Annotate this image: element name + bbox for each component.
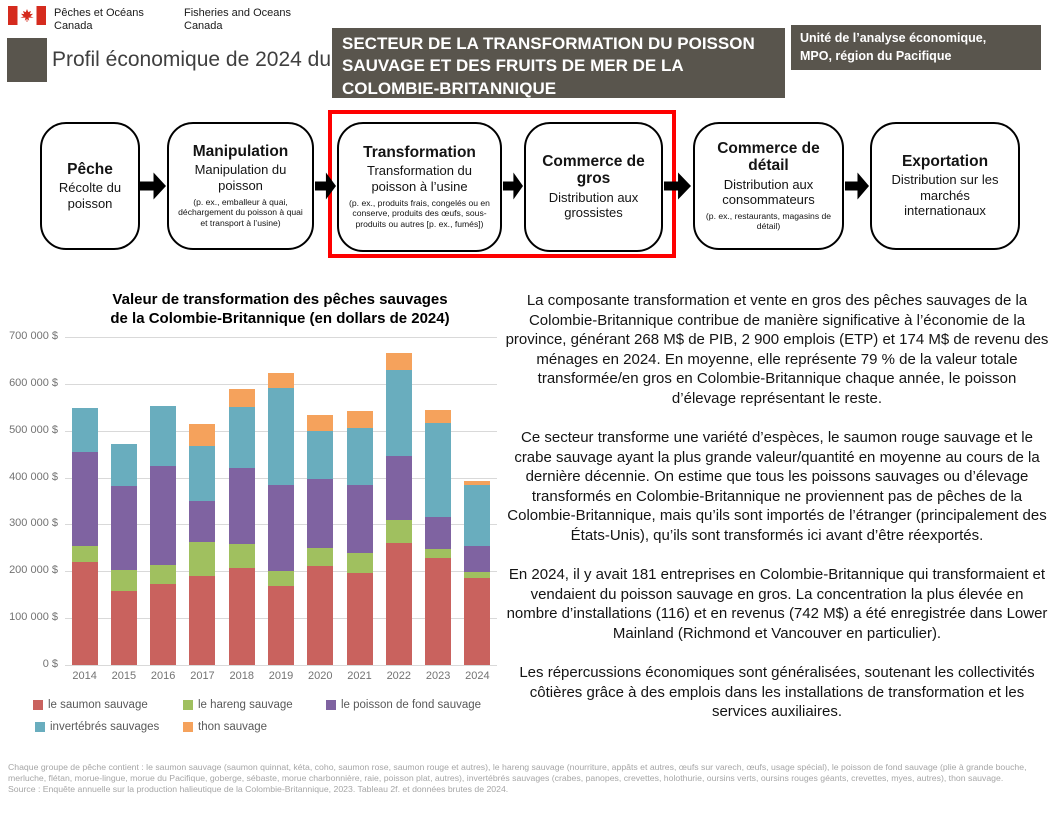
flow-step-title: Commerce de détail [717, 139, 820, 175]
bar-segment-fond-2019 [268, 485, 294, 571]
bar-segment-thon-2018 [229, 389, 255, 407]
legend-item [35, 721, 159, 733]
bar-segment-hareng-2024 [464, 572, 490, 578]
bar-segment-saumon-2016 [150, 584, 176, 665]
unit-box [791, 25, 1041, 70]
bar-segment-hareng-2018 [229, 544, 255, 568]
chart-y-axis-labels [0, 0, 58, 700]
x-tick-label: 2014 [72, 670, 97, 682]
bar-segment-thon-2022 [386, 353, 412, 370]
bar-segment-saumon-2019 [268, 586, 294, 665]
bar-segment-saumon-2015 [111, 591, 137, 665]
chart-title-line2: de la Colombie-Britannique (en dollars de 2024) [110, 310, 450, 327]
bar-segment-fond-2016 [150, 466, 176, 565]
flow-step-commerce-gros [524, 122, 663, 252]
flow-step-title: Transformation [363, 144, 476, 162]
x-tick-label: 2019 [268, 670, 294, 682]
bar-segment-hareng-2014 [72, 546, 98, 562]
bar-segment-invertebres-2023 [425, 423, 451, 517]
bar-segment-thon-2024 [464, 481, 490, 485]
footer-note: Chaque groupe de pêche contient : le saumon sauvage (saumon quinnat, kéta, coho, saumon rose, saumon rouge et autres), le hareng sauvage (nourriture, appâts et autres, œufs sur varech, œufs, usage spécial), le poisson de fond sauvage (plie à grande bouche, merluche, flétan, morue-lingue, morue du Pacifique, goberge, sébaste, morue charbonnière, raie, poisson plat, autres), invertébrés sauvages (crabes, panopes, crevettes, holothurie, oursins verts, oursins rouges géants, crevettes, myes, autres), thon sauvage. [8, 762, 1027, 783]
flow-step-desc: Transformation du poisson à l’usine [366, 163, 472, 195]
page-title: Profil économique de 2024 du [52, 48, 332, 71]
bar-segment-hareng-2015 [111, 570, 137, 591]
bar-segment-fond-2015 [111, 486, 137, 570]
bar-segment-thon-2020 [307, 415, 333, 431]
y-tick-label: 700 000 $ [9, 330, 58, 342]
bar-segment-saumon-2017 [189, 576, 215, 665]
dept-name-fr [54, 7, 144, 32]
flow-step-title: Commerce de gros [542, 153, 645, 188]
x-tick-label: 2020 [308, 670, 333, 682]
unit-box-line1: Unité de l’analyse économique, [800, 31, 987, 45]
flow-step-peche [40, 122, 140, 250]
bar-segment-saumon-2014 [72, 562, 98, 665]
bar-segment-hareng-2023 [425, 549, 451, 558]
paragraph-species: Ce secteur transforme une variété d’espèces, le saumon rouge sauvage et le crabe sauvage ayant la plus grande valeur/quantité en moyenne au cours de la dernière décennie. On estime que tous les poissons sauvages ou d’élevage transformés en Colombie-Britannique ne proviennent pas de pêches de la Colombie-Britannique, mais qu’ils sont importés de l’étranger (principalement des États-Unis), qu’ils sont transformés ici avant d’être réexportés. [507, 429, 1047, 544]
bar-segment-fond-2018 [229, 468, 255, 544]
legend-item [326, 699, 481, 711]
legend-label: le saumon sauvage [48, 699, 148, 711]
bar-segment-thon-2019 [268, 373, 294, 388]
footer [8, 762, 1050, 794]
y-tick-label: 400 000 $ [9, 470, 58, 483]
flow-step-note: (p. ex., restaurants, magasins de détail) [705, 210, 832, 232]
dept-fr-line2: Canada [54, 19, 93, 32]
bar-segment-invertebres-2019 [268, 388, 294, 485]
chart-x-axis-labels [65, 670, 497, 684]
x-tick-label: 2021 [347, 670, 372, 682]
y-tick-label: 0 $ [42, 658, 58, 670]
flow-step-title: Manipulation [192, 143, 289, 161]
legend-item [183, 699, 293, 711]
bar-segment-saumon-2018 [229, 568, 255, 665]
dept-name-en [184, 7, 291, 32]
legend-label: invertébrés sauvages [50, 721, 160, 733]
bar-segment-saumon-2022 [386, 543, 412, 665]
x-tick-label: 2023 [425, 670, 451, 682]
chart-title [60, 290, 500, 328]
bar-segment-hareng-2021 [347, 553, 373, 573]
stacked-bar-chart [65, 337, 497, 665]
x-tick-label: 2018 [229, 670, 254, 682]
legend-marker-icon [33, 700, 43, 710]
x-tick-label: 2017 [190, 670, 215, 682]
unit-box-line2: MPO, région du Pacifique [800, 49, 952, 64]
bar-segment-fond-2022 [386, 456, 412, 520]
flow-step-manipulation [167, 122, 314, 250]
x-tick-label: 2016 [150, 670, 176, 682]
flow-step-desc: Distribution sur les marchés internationaux [891, 172, 999, 219]
flow-arrow-icon [845, 170, 869, 202]
legend-item [183, 721, 267, 733]
flow-step-desc: Distribution aux consommateurs [722, 176, 815, 208]
footer-source: Source : Enquête annuelle sur la production halieutique de la Colombie-Britannique, 2023. Tableau 2f. et données brutes de 2024. [8, 783, 509, 794]
bar-segment-hareng-2019 [268, 571, 294, 586]
legend-marker-icon [183, 722, 193, 732]
bar-segment-fond-2024 [464, 546, 490, 572]
y-tick-label: 100 000 $ [9, 611, 58, 624]
bar-segment-hareng-2017 [189, 542, 215, 576]
bar-segment-invertebres-2020 [307, 431, 333, 478]
legend-label: le poisson de fond sauvage [341, 699, 482, 711]
chart-legend [33, 699, 503, 745]
bar-segment-saumon-2023 [425, 558, 451, 665]
x-tick-label: 2022 [386, 670, 412, 682]
flow-step-desc: Distribution aux grossistes [548, 189, 639, 221]
bar-segment-invertebres-2015 [111, 444, 137, 486]
bar-segment-hareng-2022 [386, 520, 412, 543]
flow-step-commerce-detail [693, 122, 844, 250]
bar-segment-saumon-2021 [347, 573, 373, 665]
legend-label: thon sauvage [198, 721, 268, 733]
dept-en-line1: Fisheries and Oceans [184, 7, 291, 19]
gridline [65, 665, 497, 666]
paragraph-economy: La composante transformation et vente en gros des pêches sauvages de la Colombie-Britannique contribue de manière significative à l’économie de la province, générant 268 M$ de PIB, 2 900 emplois (ETP) et 174 M$ de revenu des ménages en 2024. En moyenne, elle représente 79 % de la valeur totale transformée/en gros en Colombie-Britannique chaque année, le poisson d’élevage représentant le reste. [505, 292, 1049, 407]
legend-marker-icon [183, 700, 193, 710]
paragraph-impacts: Les répercussions économiques sont généralisées, soutenant les collectivités côtières grâce à des emplois dans les installations de transformation et les services auxiliaires. [519, 664, 1035, 720]
bar-segment-fond-2020 [307, 479, 333, 548]
flow-step-title: Pêche [67, 160, 113, 178]
bar-segment-fond-2023 [425, 517, 451, 548]
bar-segment-invertebres-2016 [150, 406, 176, 466]
legend-marker-icon [326, 700, 336, 710]
body-text-column [504, 291, 1050, 742]
flow-step-note: (p. ex., emballeur à quai, déchargement du poisson à quai et transport à l’usine) [178, 196, 303, 229]
legend-marker-icon [35, 722, 45, 732]
dept-en-line2: Canada [184, 19, 223, 32]
gridline [65, 337, 497, 338]
flow-arrow-icon [140, 170, 166, 202]
bar-segment-thon-2017 [189, 424, 215, 446]
y-tick-label: 500 000 $ [9, 423, 58, 436]
paragraph-companies: En 2024, il y avait 181 entreprises en Colombie-Britannique qui transformaient et vendaient du poisson sauvage en gros. La concentration la plus élevée en nombre d’installations (116) et en revenus (742 M$) a été enregistrée dans Lower Mainland (Richmond et Vancouver en particulier). [506, 566, 1048, 642]
x-tick-label: 2024 [465, 670, 490, 682]
chart-title-line1: Valeur de transformation des pêches sauvages [112, 291, 448, 308]
y-tick-label: 600 000 $ [9, 376, 58, 389]
flow-step-exportation [870, 122, 1020, 250]
legend-item [33, 699, 148, 711]
bar-segment-invertebres-2014 [72, 408, 98, 452]
flow-step-desc: Manipulation du poisson [194, 162, 287, 194]
bar-segment-hareng-2020 [307, 548, 333, 566]
sector-title-box: SECTEUR DE LA TRANSFORMATION DU POISSON SAUVAGE ET DES FRUITS DE MER DE LA COLOMBIE-BRITANNIQUE [332, 28, 785, 98]
bar-segment-thon-2021 [347, 411, 373, 428]
y-tick-label: 300 000 $ [9, 517, 58, 530]
bar-segment-fond-2017 [189, 501, 215, 542]
bar-segment-invertebres-2022 [386, 370, 412, 456]
flow-step-title: Exportation [901, 152, 989, 170]
dept-fr-line1: Pêches et Océans [54, 7, 144, 19]
bar-segment-hareng-2016 [150, 565, 176, 584]
flow-step-transformation [337, 122, 502, 252]
legend-label: le hareng sauvage [198, 699, 293, 711]
flow-step-note: (p. ex., produits frais, congelés ou en conserve, produits des œufs, sous-produits ou autres [p. ex., fumés]) [349, 197, 490, 230]
bar-segment-invertebres-2024 [464, 485, 490, 546]
y-tick-label: 200 000 $ [9, 564, 58, 577]
bar-segment-fond-2021 [347, 485, 373, 553]
flow-step-desc: Récolte du poisson [58, 180, 122, 211]
bar-segment-saumon-2020 [307, 566, 333, 665]
bar-segment-saumon-2024 [464, 578, 490, 665]
bar-segment-invertebres-2018 [229, 407, 255, 468]
bar-segment-invertebres-2017 [189, 446, 215, 501]
bar-segment-invertebres-2021 [347, 428, 373, 485]
x-tick-label: 2015 [111, 670, 137, 682]
bar-segment-thon-2023 [425, 410, 451, 423]
bar-segment-fond-2014 [72, 452, 98, 546]
